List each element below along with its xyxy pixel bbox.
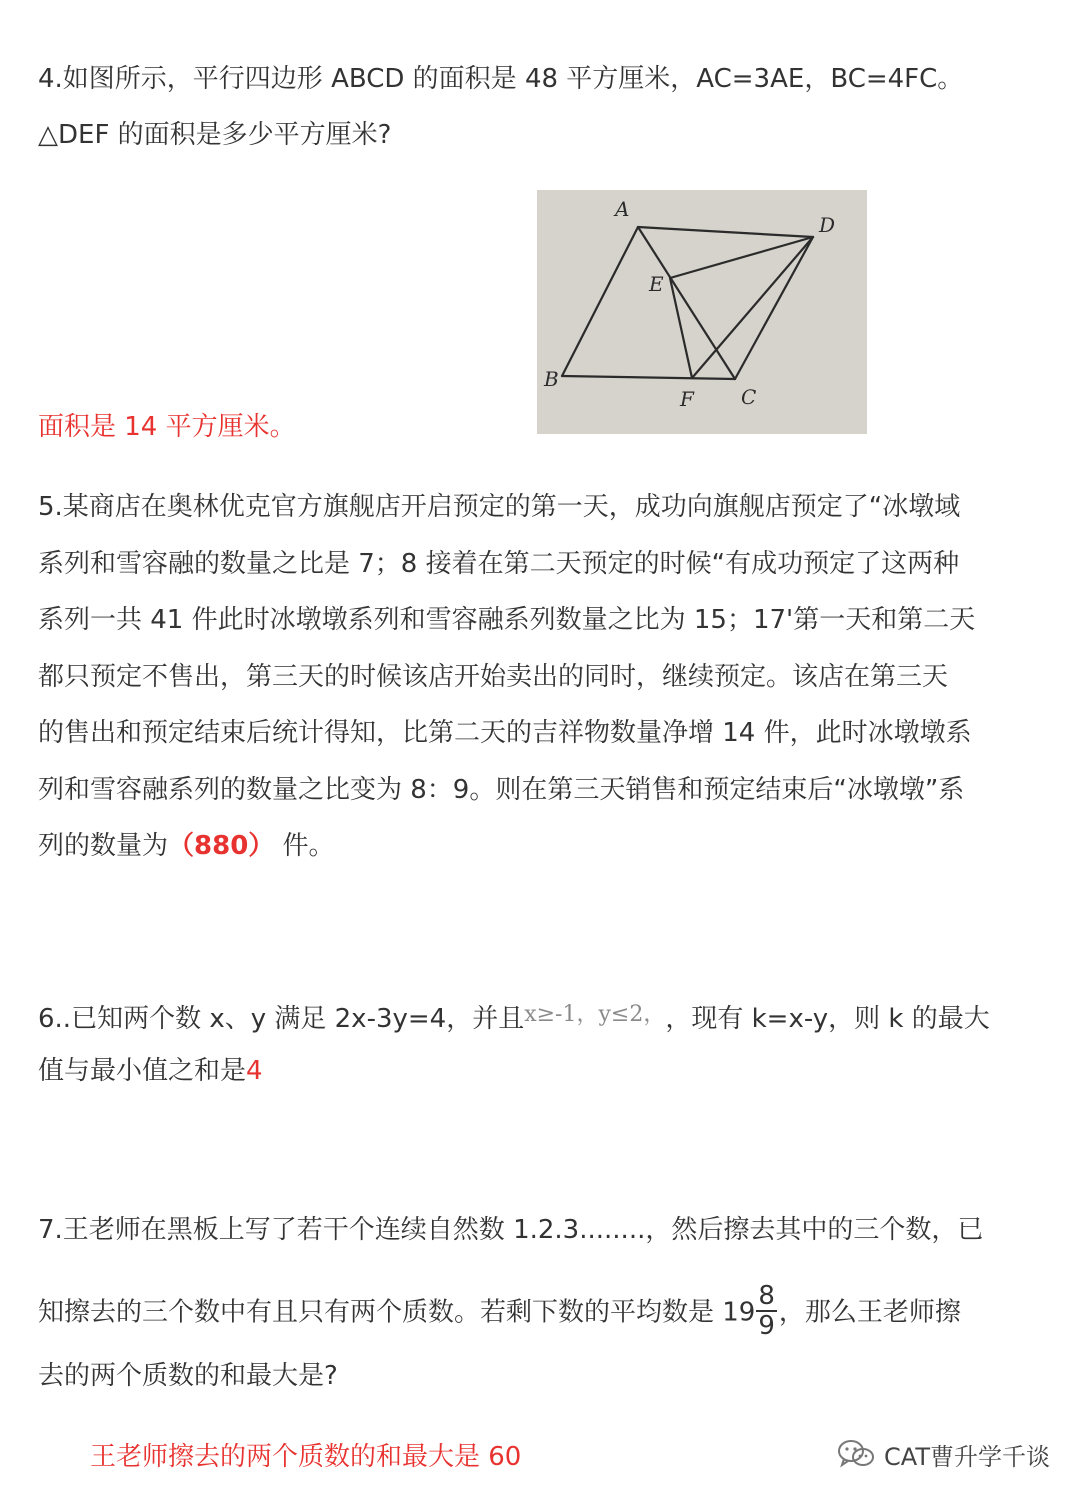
q5-line7	[38, 829, 335, 863]
q7-line3: 去的两个质数的和最大是?	[38, 1361, 338, 1391]
segment-de	[670, 237, 813, 278]
q4-answer: 面积是 14 平方厘米。	[38, 412, 296, 442]
parallelogram-figure	[537, 190, 867, 434]
q6-line2-prefix: 值与最小值之和是	[38, 1056, 247, 1086]
edge-ab	[562, 227, 638, 376]
q5-line6: 列和雪容融系列的数量之比变为 8：9。则在第三天销售和预定结束后“冰墩墩”系	[38, 775, 965, 805]
q7-line2-suffix: ，那么王老师擦	[778, 1297, 961, 1328]
q5-line1: 5.某商店在奥林优克官方旗舰店开启预定的第一天，成功向旗舰店预定了“冰墩域	[38, 492, 961, 522]
q7-answer: 王老师擦去的两个质数的和最大是 60	[90, 1442, 522, 1472]
q5-line2: 系列和雪容融的数量之比是 7；8 接着在第二天预定的时候“有成功预定了这两种	[38, 549, 960, 579]
q6-line2	[38, 1054, 263, 1088]
watermark	[836, 1436, 1050, 1472]
label-a: A	[615, 197, 630, 221]
label-c: C	[741, 385, 757, 409]
edge-da	[638, 227, 813, 237]
q7-line2-prefix: 知擦去的三个数中有且只有两个质数。若剩下数的平均数是 19	[38, 1297, 756, 1328]
q7-line2	[38, 1281, 961, 1342]
label-d: D	[819, 213, 836, 237]
q6-prefix: 6..已知两个数 x、y 满足 2x-3y=4，并且	[38, 1004, 525, 1034]
fraction-numerator: 8	[758, 1281, 775, 1311]
q5-answer: （880）	[168, 831, 275, 861]
q5-line4: 都只预定不售出，第三天的时候该店开始卖出的同时，继续预定。该店在第三天	[38, 662, 949, 692]
label-b: B	[544, 367, 559, 391]
wechat-icon	[836, 1438, 876, 1470]
q4-line1: 4.如图所示，平行四边形 ABCD 的面积是 48 平方厘米，AC=3AE，BC=4FC。	[38, 64, 964, 94]
edge-bc	[562, 376, 735, 379]
parallelogram-diagram	[537, 190, 867, 434]
fraction-denominator: 9	[758, 1311, 775, 1341]
mixed-fraction	[756, 1282, 777, 1340]
edge-cd	[735, 237, 813, 379]
q5-last-suffix: 件。	[274, 831, 335, 861]
q6-condition: x≥-1，y≤2，	[524, 1002, 666, 1027]
q6-answer: 4	[246, 1056, 263, 1086]
segment-df	[692, 237, 813, 378]
q6-suffix: ，现有 k=x-y，则 k 的最大	[665, 1004, 990, 1034]
q7-line1: 7.王老师在黑板上写了若干个连续自然数 1.2.3........，然后擦去其中的三个数，已	[38, 1215, 984, 1245]
label-e: E	[649, 272, 664, 296]
q5-last-prefix: 列的数量为	[38, 831, 169, 861]
q5-line3: 系列一共 41 件此时冰墩墩系列和雪容融系列数量之比为 15；17'第一天和第二天	[38, 605, 976, 635]
q6-line1	[38, 998, 990, 1036]
label-f: F	[680, 387, 694, 411]
q5-line5: 的售出和预定结束后统计得知，比第二天的吉祥物数量净增 14 件，此时冰墩墩系	[38, 718, 972, 748]
q4-line2: △DEF 的面积是多少平方厘米?	[38, 120, 392, 150]
watermark-text: CAT曹升学千谈	[884, 1442, 1050, 1471]
